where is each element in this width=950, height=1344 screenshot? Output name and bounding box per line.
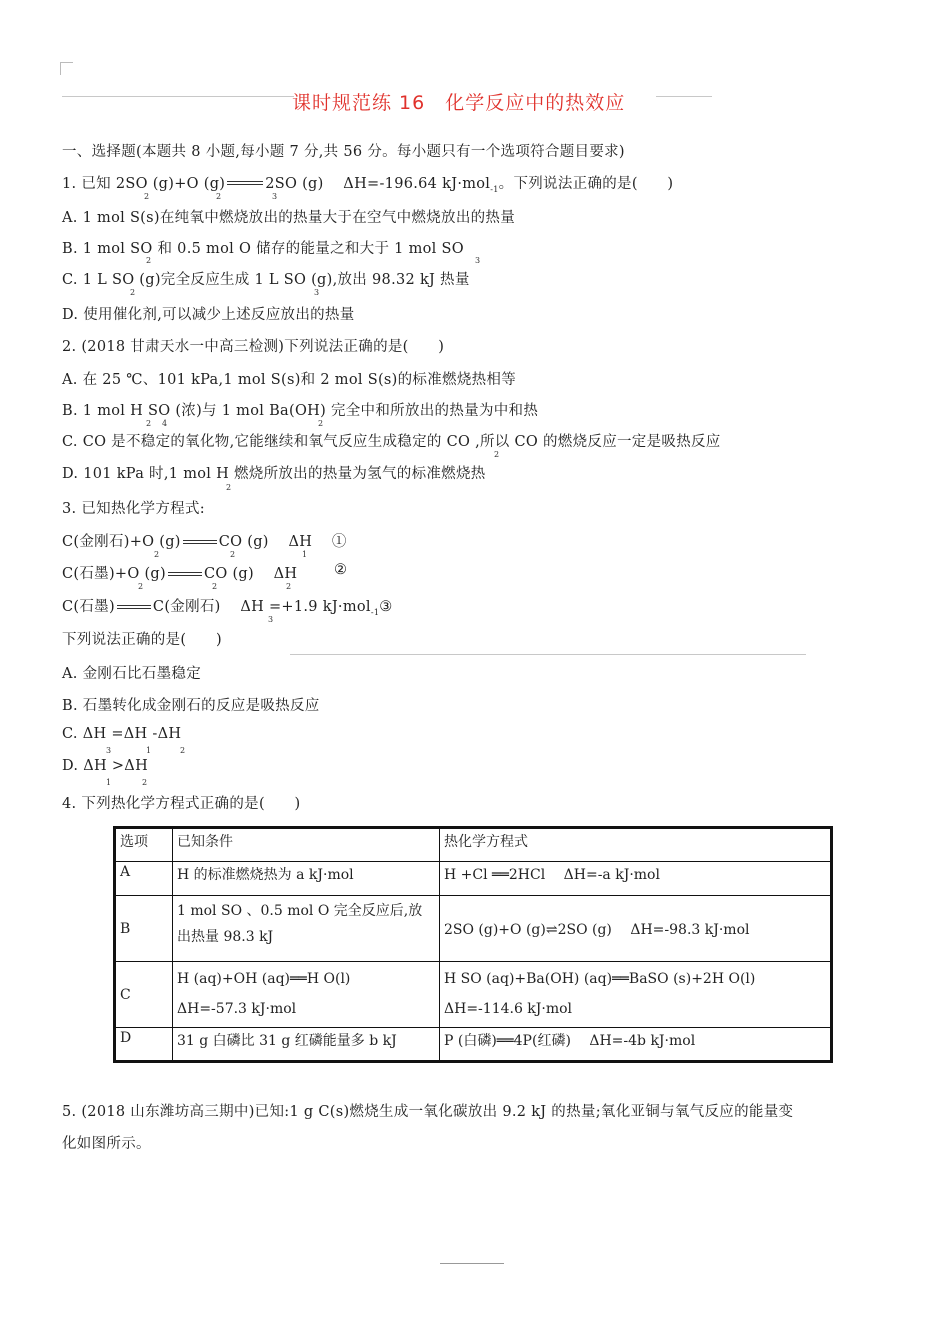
table-row [115, 862, 832, 896]
equals-icon [183, 539, 217, 546]
equilibrium-arrow-icon [227, 180, 263, 188]
q1-stem-b: 2SO (g) ΔH=-196.64 kJ·mol [265, 176, 491, 192]
header-rule-left [62, 96, 294, 97]
table-row [115, 896, 832, 962]
header-condition: 已知条件 [173, 828, 440, 862]
table-header-row [115, 828, 832, 862]
row-equation: 2SO (g)+O (g)⇌2SO (g) ΔH=-98.3 kJ·mol [440, 896, 832, 962]
sub: 2 [146, 419, 152, 428]
row-condition: H 的标准燃烧热为 a kJ·mol [173, 862, 440, 896]
q1-option-c: C. 1 L SO (g)完全反应生成 1 L SO (g),放出 98.32 kJ 热量 [62, 272, 470, 288]
table-row [115, 962, 832, 1028]
eq3-marker: ③ [379, 599, 393, 615]
sub: 2 [494, 450, 500, 459]
header-option: 选项 [115, 828, 173, 862]
q3-equation-1 [62, 530, 347, 551]
page-divider [290, 654, 806, 655]
equals-icon [168, 571, 202, 578]
sub: 4 [162, 419, 168, 428]
sub: 1 [302, 550, 308, 559]
sub: 2 [318, 419, 324, 428]
eq1-right: CO (g) ΔH ① [218, 534, 347, 550]
q5-line-2: 化如图所示。 [62, 1136, 151, 1152]
q1-option-a: A. 1 mol S(s)在纯氧中燃烧放出的热量大于在空气中燃烧放出的热量 [62, 210, 516, 226]
q1-stem [62, 172, 673, 194]
eq3-right: C(金刚石) ΔH =+1.9 kJ·mol [152, 599, 371, 615]
row-option: C [115, 962, 173, 1028]
sub: 3 [106, 746, 112, 755]
q2-option-a: A. 在 25 ℃、101 kPa,1 mol S(s)和 2 mol S(s)的标准燃烧热相等 [62, 372, 517, 388]
eq2-right: CO (g) ΔH [203, 566, 298, 582]
eq1-left: C(金刚石)+O (g) [62, 534, 181, 550]
row-condition: 31 g 白磷比 31 g 红磷能量多 b kJ [173, 1028, 440, 1062]
sub: 2 [216, 192, 222, 201]
sub: -1 [490, 184, 499, 194]
q3-stem: 3. 已知热化学方程式: [62, 501, 205, 517]
section-heading: 一、选择题(本题共 8 小题,每小题 7 分,共 56 分。每小题只有一个选项符合题目要求) [62, 144, 625, 160]
sub: 2 [130, 288, 136, 297]
sub: 2 [286, 582, 292, 591]
q3-option-b: B. 石墨转化成金刚石的反应是吸热反应 [62, 698, 320, 714]
sub: 3 [272, 192, 278, 201]
q3-option-d: D. ΔH >ΔH [62, 758, 149, 774]
row-equation: H +Cl ══2HCl ΔH=-a kJ·mol [440, 862, 832, 896]
sub: -1 [370, 607, 380, 617]
row-condition: H (aq)+OH (aq)══H O(l) ΔH=-57.3 kJ·mol [173, 962, 440, 1028]
q2-option-d: D. 101 kPa 时,1 mol H 燃烧所放出的热量为氢气的标准燃烧热 [62, 466, 486, 482]
sub: 3 [475, 256, 481, 265]
q3-equation-3 [62, 595, 393, 617]
sub: 2 [142, 778, 148, 787]
q4-stem: 4. 下列热化学方程式正确的是( ) [62, 796, 301, 812]
sub: 1 [146, 746, 152, 755]
q3-option-a: A. 金刚石比石墨稳定 [62, 666, 201, 682]
sub: 2 [154, 550, 160, 559]
sub: 3 [314, 288, 320, 297]
eq2-left: C(石墨)+O (g) [62, 566, 166, 582]
q2-option-c: C. CO 是不稳定的氧化物,它能继续和氧气反应生成稳定的 CO ,所以 CO 的燃烧反应一定是吸热反应 [62, 434, 721, 450]
page-footer-mark [440, 1263, 504, 1272]
row-option: D [115, 1028, 173, 1062]
row-option: A [115, 862, 173, 896]
table-row [115, 1028, 832, 1062]
header-rule-right [656, 96, 712, 97]
row-condition: 1 mol SO 、0.5 mol O 完全反应后,放出热量 98.3 kJ [173, 896, 440, 962]
sub: 2 [212, 582, 218, 591]
q1-stem-c: 。下列说法正确的是( ) [498, 176, 674, 192]
q2-option-b: B. 1 mol H SO (浓)与 1 mol Ba(OH) 完全中和所放出的热量为中和热 [62, 403, 539, 419]
sub: 2 [180, 746, 186, 755]
q1-option-b: B. 1 mol SO 和 0.5 mol O 储存的能量之和大于 1 mol SO [62, 241, 464, 257]
row-equation: P (白磷)══4P(红磷) ΔH=-4b kJ·mol [440, 1028, 832, 1062]
sub: 1 [106, 778, 112, 787]
q3-equation-2 [62, 562, 297, 583]
header-equation: 热化学方程式 [440, 828, 832, 862]
sub: 2 [144, 192, 150, 201]
q1-option-d: D. 使用催化剂,可以减少上述反应放出的热量 [62, 307, 355, 323]
sub: 2 [138, 582, 144, 591]
sub: 2 [230, 550, 236, 559]
q3-option-c: C. ΔH =ΔH -ΔH [62, 726, 182, 742]
q3-ask: 下列说法正确的是( ) [62, 632, 222, 648]
sub: 2 [226, 483, 232, 492]
sub: 2 [146, 256, 152, 265]
q3-equation-2-marker: ② [334, 562, 348, 578]
eq3-left: C(石墨) [62, 599, 115, 615]
sub: 3 [268, 615, 274, 624]
q5-line-1: 5. (2018 山东潍坊高三期中)已知:1 g C(s)燃烧生成一氧化碳放出 9.2 kJ 的热量;氧化亚铜与氧气反应的能量变 [62, 1104, 794, 1120]
page-title: 课时规范练 16 化学反应中的热效应 [292, 92, 626, 114]
q4-table [113, 826, 833, 1063]
row-option: B [115, 896, 173, 962]
q1-stem-a: 1. 已知 2SO (g)+O (g) [62, 176, 226, 192]
equals-icon [117, 604, 151, 611]
row-equation: H SO (aq)+Ba(OH) (aq)══BaSO (s)+2H O(l) ΔH=-114.6 kJ·mol [440, 962, 832, 1028]
page-corner-mark [60, 62, 73, 75]
q2-stem: 2. (2018 甘肃天水一中高三检测)下列说法正确的是( ) [62, 339, 445, 355]
